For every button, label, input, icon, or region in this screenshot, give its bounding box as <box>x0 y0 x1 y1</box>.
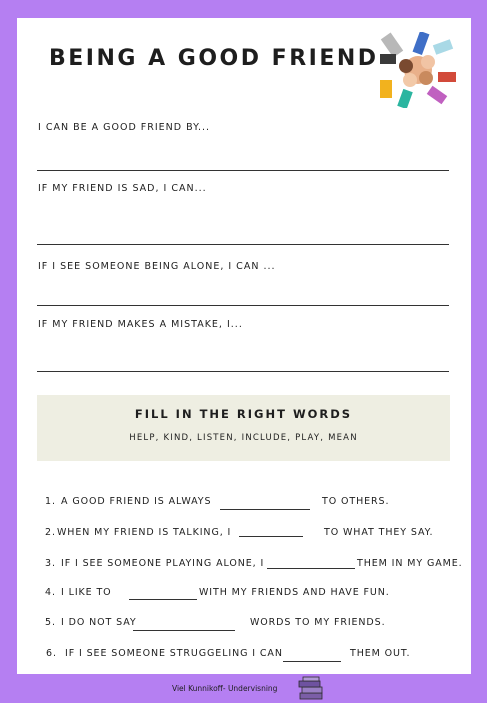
item-number: 4. <box>45 587 56 598</box>
item-text-after: TO OTHERS. <box>322 496 390 507</box>
writing-line-2[interactable] <box>37 244 449 245</box>
writing-line-1[interactable] <box>37 170 449 171</box>
item-text-after: WORDS TO MY FRIENDS. <box>250 617 386 628</box>
item-text-before: I DO NOT SAY <box>61 617 137 628</box>
item-text-before: WHEN MY FRIEND IS TALKING, I <box>57 527 232 538</box>
item-number: 2. <box>45 527 56 538</box>
blank-2[interactable] <box>239 536 303 537</box>
item-text-after: TO WHAT THEY SAY. <box>324 527 434 538</box>
exercise-title: FILL IN THE RIGHT WORDS <box>134 407 353 421</box>
prompt-friend-mistake: IF MY FRIEND MAKES A MISTAKE, I... <box>38 319 243 330</box>
prompt-someone-alone: IF I SEE SOMEONE BEING ALONE, I CAN ... <box>38 261 276 272</box>
prompt-good-friend: I CAN BE A GOOD FRIEND BY... <box>38 122 211 133</box>
item-text-after: THEM OUT. <box>350 648 411 659</box>
item-number: 3. <box>45 558 56 569</box>
blank-4[interactable] <box>129 599 197 600</box>
writing-line-4[interactable] <box>37 371 449 372</box>
books-stack-icon <box>297 676 325 700</box>
item-number: 1. <box>45 496 56 507</box>
blank-1[interactable] <box>220 509 310 510</box>
word-bank-panel <box>37 395 450 461</box>
blank-5[interactable] <box>133 630 235 631</box>
joined-hands-icon <box>380 32 456 108</box>
item-number: 5. <box>45 617 56 628</box>
word-bank: HELP, KIND, LISTEN, INCLUDE, PLAY, MEAN <box>129 433 358 443</box>
item-number: 6. <box>46 648 57 659</box>
prompt-friend-sad: IF MY FRIEND IS SAD, I CAN... <box>38 183 207 194</box>
item-text-after: THEM IN MY GAME. <box>357 558 463 569</box>
blank-6[interactable] <box>283 661 341 662</box>
blank-3[interactable] <box>267 568 355 569</box>
item-text-before: IF I SEE SOMEONE STRUGGELING I CAN <box>65 648 283 659</box>
writing-line-3[interactable] <box>37 305 449 306</box>
worksheet <box>17 18 471 674</box>
item-text-before: A GOOD FRIEND IS ALWAYS <box>61 496 212 507</box>
item-text-before: I LIKE TO <box>61 587 112 598</box>
page-title: BEING A GOOD FRIEND <box>49 46 379 71</box>
footer-credit: Viel Kunnikoff- Undervisning <box>172 684 278 693</box>
item-text-before: IF I SEE SOMEONE PLAYING ALONE, I <box>61 558 265 569</box>
item-text-after: WITH MY FRIENDS AND HAVE FUN. <box>199 587 390 598</box>
